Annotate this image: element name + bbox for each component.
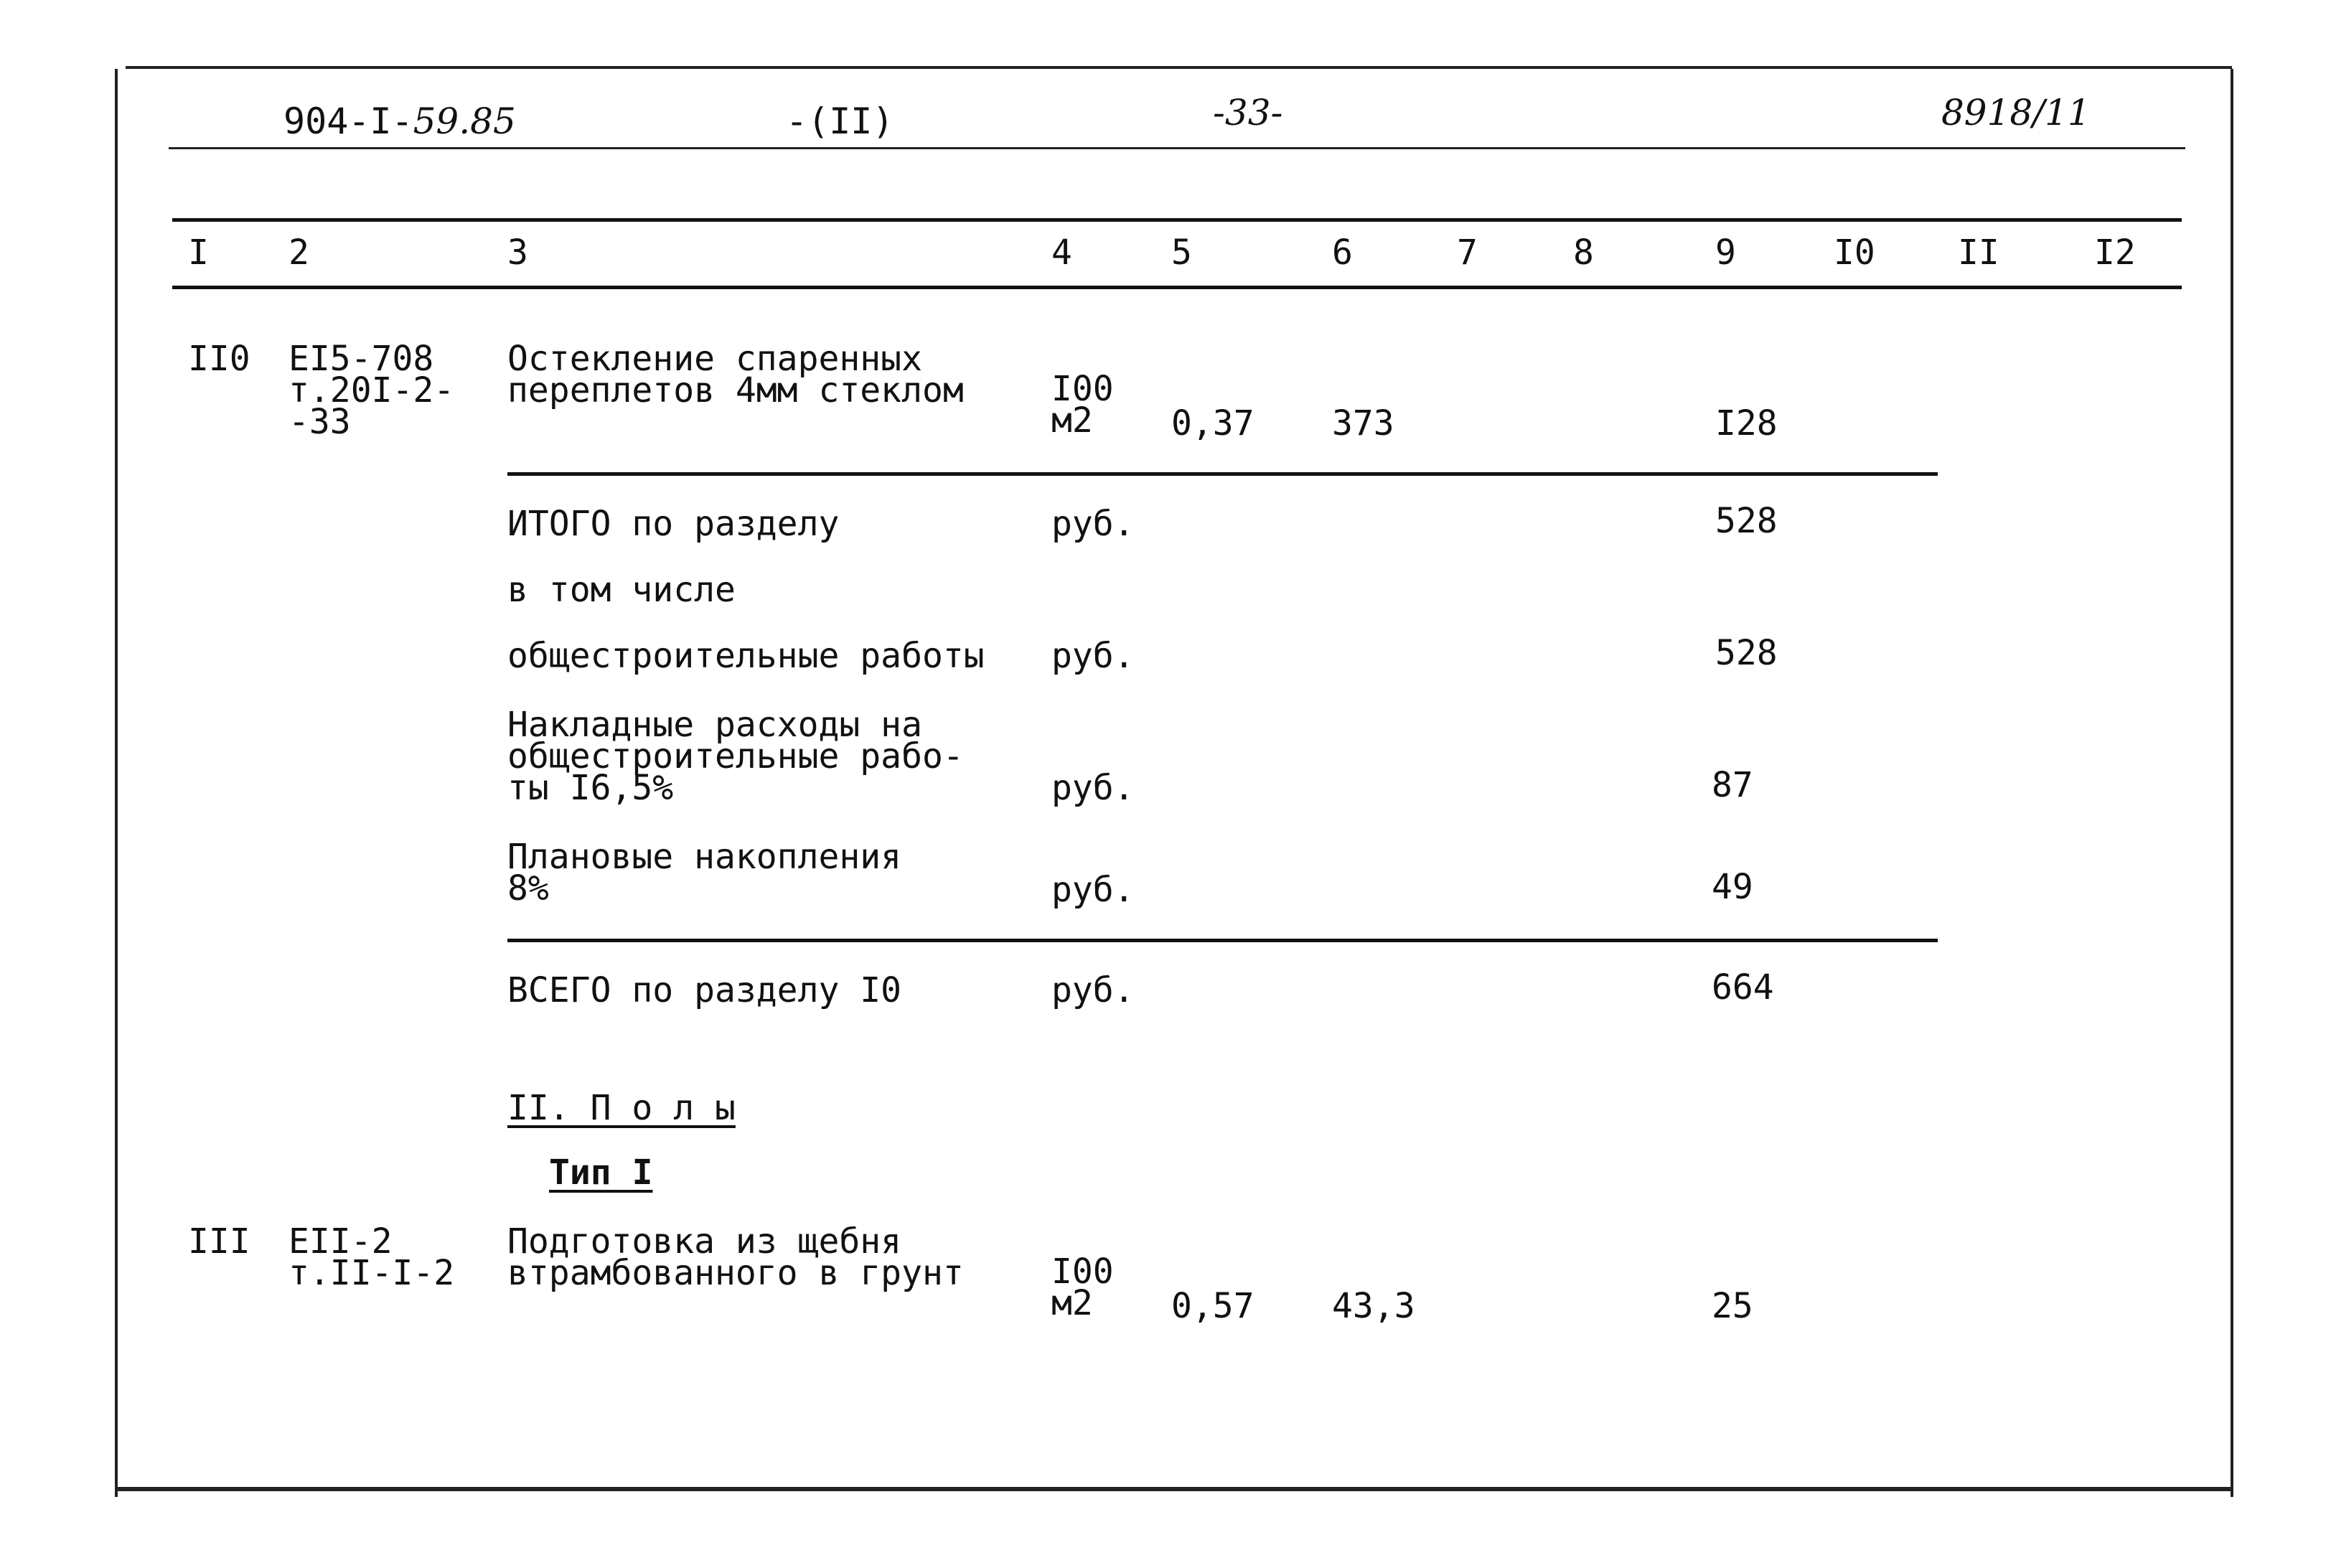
subtotal-rule: [507, 472, 1938, 476]
vsego-unit: руб.: [1051, 970, 1135, 1010]
general-construction-unit: руб.: [1051, 636, 1135, 676]
vsego-total: 664: [1712, 967, 1774, 1008]
row-111-code-line-2: т.II-I-2: [289, 1253, 455, 1293]
row-110-description-line-1: Остекление спаренных: [507, 339, 922, 379]
column-header-12: I2: [2094, 233, 2136, 273]
column-header-6: 6: [1332, 233, 1353, 273]
row-111-description-line-1: Подготовка из щебня: [507, 1221, 902, 1262]
table-header-bottom-rule: [172, 286, 2182, 289]
general-construction-total: 528: [1715, 633, 1778, 673]
row-110-unit-line-1: I00: [1051, 369, 1114, 409]
row-111-unit-line-1: I00: [1051, 1252, 1114, 1292]
general-construction-label: общестроительные работы: [507, 636, 985, 676]
overhead-line-1: Накладные расходы на: [507, 705, 922, 745]
row-110-code-line-3: -33: [289, 402, 351, 442]
row-110-unit-price: 373: [1332, 403, 1394, 443]
section-title: II. П о л ы: [507, 1088, 736, 1128]
document-code: [283, 100, 516, 142]
row-111-quantity: 0,57: [1171, 1286, 1254, 1326]
frame-left-border: [115, 69, 118, 1497]
column-header-2: 2: [289, 233, 309, 273]
section-marker: -(II): [786, 100, 894, 142]
row-110-total: I28: [1715, 403, 1778, 443]
row-111-unit-line-2: м2: [1051, 1283, 1093, 1323]
row-111-total: 25: [1712, 1286, 1753, 1326]
row-111-unit-price: 43,3: [1332, 1286, 1415, 1326]
row-110-code-line-1: EI5-708: [289, 339, 434, 379]
archive-number: 8918/11: [1941, 92, 2091, 133]
subsection-title: Тип I: [549, 1152, 653, 1193]
row-111-description-line-2: втрамбованного в грунт: [507, 1253, 964, 1293]
itogo-total: 528: [1715, 501, 1778, 541]
row-110-unit-line-2: м2: [1051, 400, 1093, 441]
itogo-label: ИТОГО по разделу: [507, 504, 840, 544]
frame-right-border: [2231, 69, 2233, 1497]
header-divider: [169, 147, 2185, 149]
row-110-quantity: 0,37: [1171, 403, 1254, 443]
planned-savings-unit: руб.: [1051, 870, 1135, 910]
column-header-10: I0: [1834, 233, 1875, 273]
column-header-1: I: [188, 233, 209, 273]
vsego-label: ВСЕГО по разделу I0: [507, 970, 902, 1010]
column-header-9: 9: [1715, 233, 1736, 273]
column-header-11: II: [1958, 233, 1999, 273]
column-header-4: 4: [1051, 233, 1072, 273]
planned-savings-total: 49: [1712, 867, 1753, 907]
table-top-rule: [172, 218, 2182, 222]
document-code-suffix: 59.85: [413, 100, 516, 142]
overhead-line-2: общестроительные рабо-: [507, 736, 964, 776]
row-110-description-line-2: переплетов 4мм стеклом: [507, 370, 964, 410]
itogo-unit: руб.: [1051, 504, 1135, 544]
column-header-8: 8: [1573, 233, 1594, 273]
including-label: в том числе: [507, 570, 736, 610]
overhead-total: 87: [1712, 765, 1753, 805]
column-header-5: 5: [1171, 233, 1192, 273]
row-111-number: III: [188, 1221, 250, 1262]
overhead-unit: руб.: [1051, 768, 1135, 808]
frame-top-border: [126, 66, 2232, 69]
row-111-code-line-1: EII-2: [289, 1221, 393, 1262]
column-header-3: 3: [507, 233, 528, 273]
row-110-code-line-2: т.20I-2-: [289, 370, 455, 410]
planned-savings-line-1: Плановые накопления: [507, 837, 902, 877]
column-header-7: 7: [1457, 233, 1478, 273]
document-code-prefix: 904-I-: [283, 100, 413, 142]
frame-bottom-border: [115, 1487, 2232, 1491]
grand-total-rule: [507, 939, 1938, 942]
page-number: -33-: [1213, 92, 1283, 133]
overhead-line-3: ты I6,5%: [507, 768, 674, 808]
planned-savings-line-2: 8%: [507, 868, 549, 909]
row-110-number: II0: [188, 339, 250, 379]
